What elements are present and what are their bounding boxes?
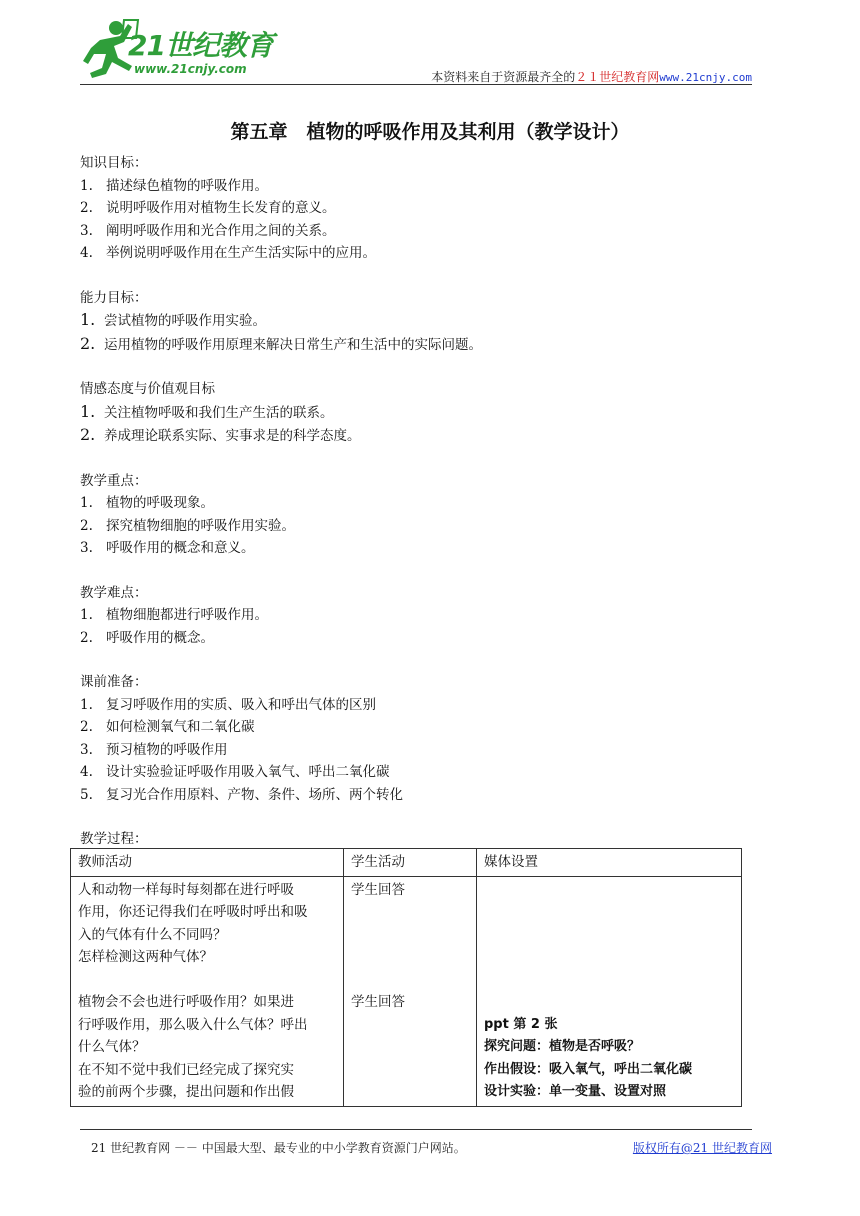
table-header-row [71, 849, 742, 877]
section-heading: 知识目标： [80, 155, 148, 171]
list-item: 1. 植物细胞都进行呼吸作用。 [80, 607, 268, 623]
list-item: 2. 如何检测氧气和二氧化碳 [80, 719, 255, 735]
key-points [80, 470, 750, 560]
column-header: 教师活动 [71, 849, 344, 877]
teacher-activity-cell: 人和动物一样每时每刻都在进行呼吸 作用，你还记得我们在呼吸时呼出和吸 入的气体有什么不同吗？ 怎样检测这两种气体？ 植物会不会也进行呼吸作用？如果进 行呼吸作用，那么吸入什么气体？呼出 什么气体？ 在不知不觉中我们已经完成了探究实 验的前两个步骤，提出问题和作出假 [71, 876, 344, 1106]
emotion-goals [80, 378, 750, 448]
section-heading: 教学过程： [80, 831, 148, 847]
section-heading: 情感态度与价值观目标 [80, 381, 215, 397]
list-item: 2. 运用植物的呼吸作用原理来解决日常生产和生活中的实际问题。 [80, 333, 482, 353]
column-header: 学生活动 [344, 849, 477, 877]
list-item: 1. 植物的呼吸现象。 [80, 495, 214, 511]
list-item: 2. 养成理论联系实际、实事求是的科学态度。 [80, 425, 361, 444]
list-item: 1. 关注植物呼吸和我们生产生活的联系。 [80, 401, 334, 421]
difficult-points [80, 582, 750, 650]
site-logo[interactable] [80, 18, 290, 82]
copyright-link[interactable]: 版权所有@21 世纪教育网 [632, 1141, 772, 1155]
header-note: 本资料来自于资源最齐全的２１世纪教育网www.21cnjy.com [431, 70, 752, 84]
section-heading: 教学难点： [80, 584, 148, 601]
header-divider [80, 84, 752, 85]
footer-divider [80, 1129, 752, 1130]
list-item: 3. 呼吸作用的概念和意义。 [80, 540, 255, 556]
list-item: 1. 复习呼吸作用的实质、吸入和呼出气体的区别 [80, 696, 376, 713]
page-header [80, 18, 752, 86]
footer-text: 21 世纪教育网 －－ 中国最大型、最专业的中小学教育资源门户网站。 [91, 1141, 466, 1155]
logo-url: www.21cnjy.com [134, 62, 247, 76]
list-item: 4. 举例说明呼吸作用在生产生活实际中的应用。 [80, 245, 376, 261]
section-heading: 教学重点： [80, 472, 148, 489]
ability-goals [80, 287, 750, 357]
process-table [70, 848, 742, 1107]
list-item: 3. 预习植物的呼吸作用 [80, 741, 228, 758]
list-item: 2. 说明呼吸作用对植物生长发育的意义。 [80, 200, 336, 216]
logo-text: 21世纪教育 [128, 29, 273, 62]
student-activity-cell: 学生回答 学生回答 [344, 876, 477, 1106]
list-item: 5. 复习光合作用原料、产物、条件、场所、两个转化 [80, 786, 403, 803]
list-item: 2. 呼吸作用的概念。 [80, 629, 214, 646]
list-item: 2. 探究植物细胞的呼吸作用实验。 [80, 517, 295, 534]
header-link[interactable]: www.21cnjy.com [659, 71, 752, 84]
table-row [71, 876, 742, 1106]
document-body [80, 152, 750, 851]
section-heading: 课前准备： [80, 674, 148, 690]
column-header: 媒体设置 [477, 849, 742, 877]
list-item: 3. 阐明呼吸作用和光合作用之间的关系。 [80, 222, 336, 239]
class-preparation [80, 671, 750, 806]
page-title: 第五章 植物的呼吸作用及其利用（教学设计） [230, 121, 630, 143]
section-heading: 能力目标： [80, 289, 148, 306]
list-item: 4. 设计实验验证呼吸作用吸入氧气、呼出二氧化碳 [80, 764, 390, 780]
knowledge-goals [80, 152, 750, 265]
list-item: 1. 描述绿色植物的呼吸作用。 [80, 177, 268, 194]
media-setting-cell: ppt 第 2 张 探究问题：植物是否呼吸？ 作出假设：吸入氧气，呼出二氧化碳 设计实验：单一变量、设置对照 [477, 876, 742, 1106]
list-item: 1. 尝试植物的呼吸作用实验。 [80, 310, 266, 329]
header-site-name: ２１世纪教育网 [575, 70, 660, 84]
